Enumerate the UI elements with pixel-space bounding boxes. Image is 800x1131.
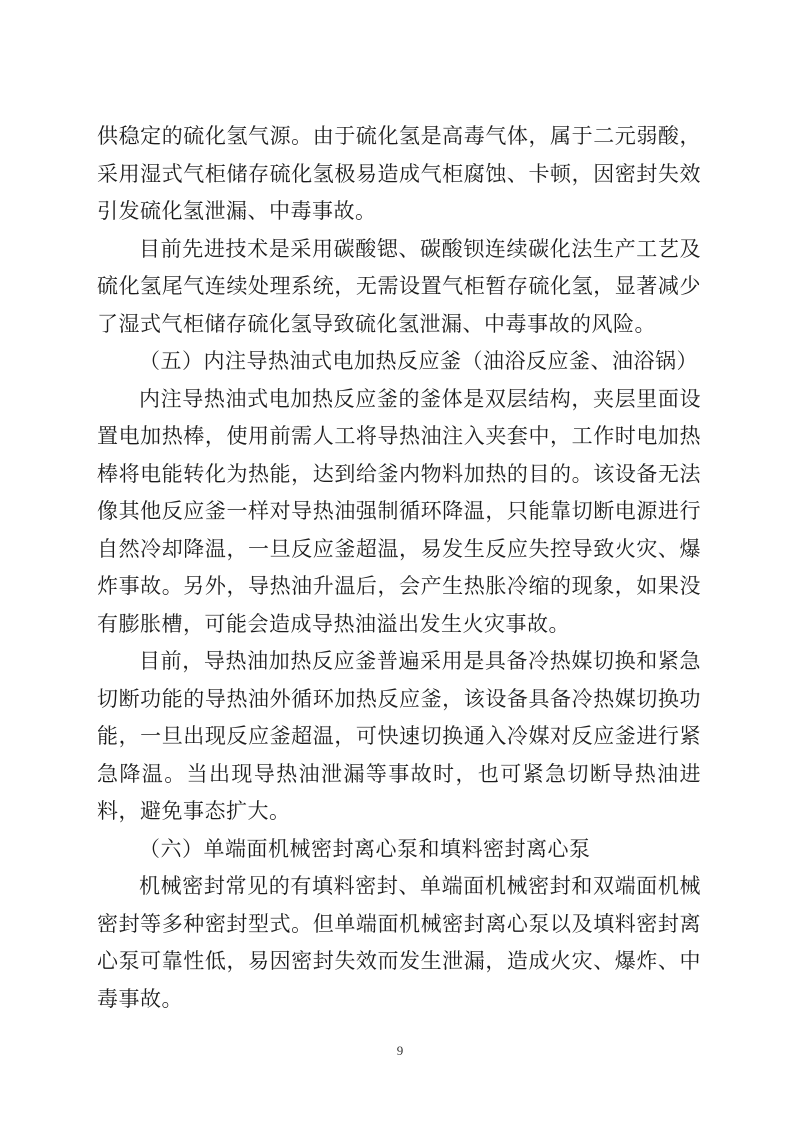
section-heading-5-oil-bath-reactor: （五）内注导热油式电加热反应釜（油浴反应釜、油浴锅）: [139, 349, 698, 373]
section-heading-6-mechanical-seal-pump: （六）单端面机械密封离心泵和填料密封离心泵: [139, 836, 591, 861]
paragraph-oil-bath-reactor-description: 内注导热油式电加热反应釜的釜体是双层结构，夹层里面设置电加热棒，使用前需人工将导热油注入夹套中，工作时电加热棒将电能转化为热能，达到给釜内物料加热的目的。该设备无法像其他反应釜一样对导热油强制循环降温，只能靠切断电源进行自然冷却降温，一旦反应釜超温，易发生反应失控导致火灾、爆炸事故。另外，导热油升温后，会产生热胀冷缩的现象，如果没有膨胀槽，可能会造成导热油溢出发生火灾事故。: [97, 386, 701, 636]
paragraph-advanced-technology: 目前先进技术是采用碳酸锶、碳酸钡连续碳化法生产工艺及硫化氢尾气连续处理系统，无需设置气柜暂存硫化氢，显著减少了湿式气柜储存硫化氢导致硫化氢泄漏、中毒事故的风险。: [97, 236, 701, 336]
paragraph-external-circulation-reactor: 目前，导热油加热反应釜普遍采用是具备冷热媒切换和紧急切断功能的导热油外循环加热反应釜，该设备具备冷热媒切换功能，一旦出现反应釜超温，可快速切换通入冷媒对反应釜进行紧急降温。当出现导热油泄漏等事故时，也可紧急切断导热油进料，避免事态扩大。: [97, 649, 701, 823]
page-footer: [0, 1042, 800, 1060]
text-block: [97, 118, 701, 1018]
page-number: 9: [396, 1043, 404, 1058]
paragraph-hydrogen-sulfide-risk: 供稳定的硫化氢气源。由于硫化氢是高毒气体，属于二元弱酸，采用湿式气柜储存硫化氢极易造成气柜腐蚀、卡顿，因密封失效引发硫化氢泄漏、中毒事故。: [97, 124, 701, 223]
paragraph-seal-types-risk: 机械密封常见的有填料密封、单端面机械密封和双端面机械密封等多种密封型式。但单端面机械密封离心泵以及填料密封离心泵可靠性低，易因密封失效而发生泄漏，造成火灾、爆炸、中毒事故。: [97, 874, 701, 1011]
